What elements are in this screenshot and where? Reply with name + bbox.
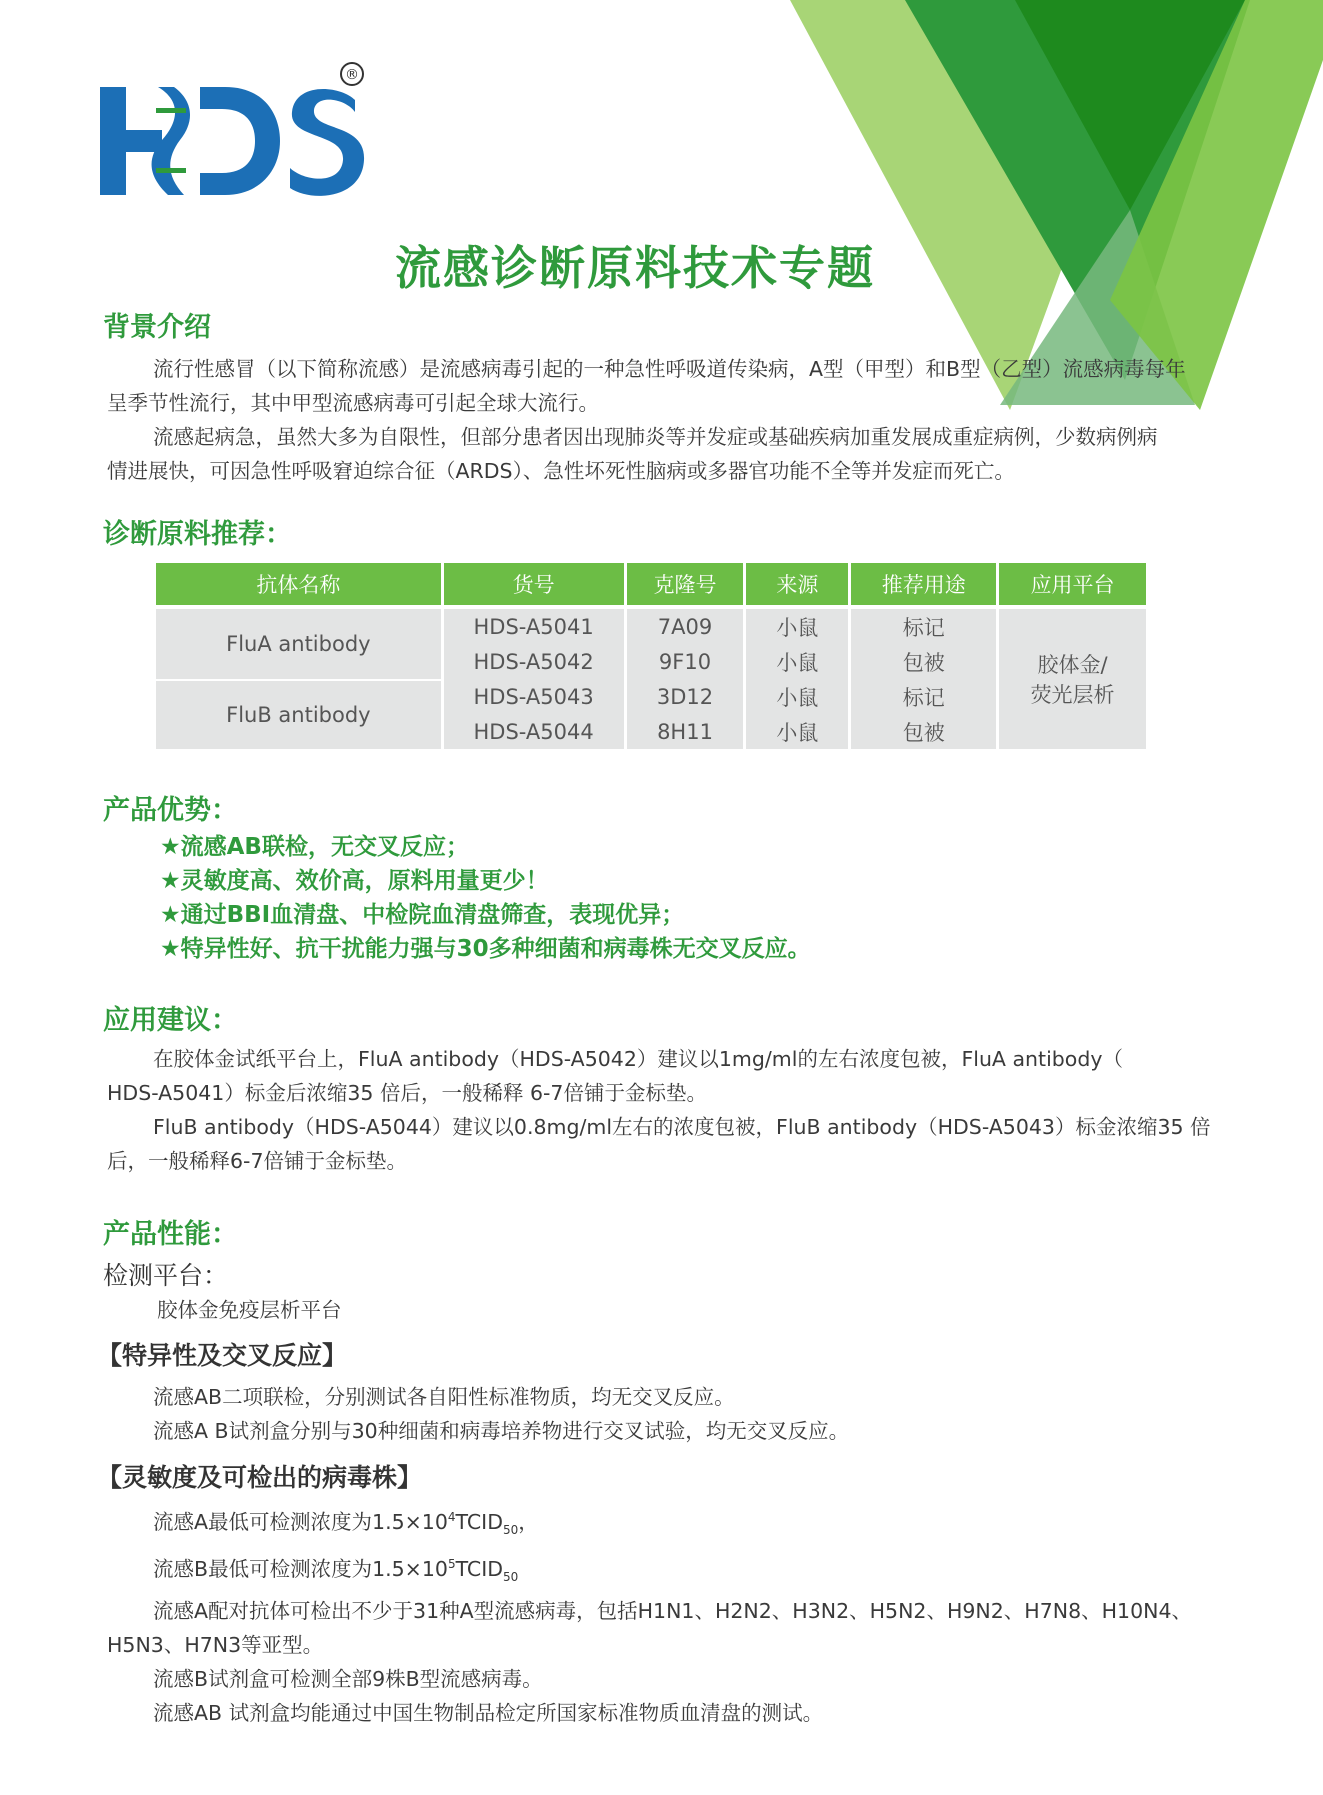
- cell-clone: 3D12: [627, 679, 744, 714]
- advantages-list: [160, 830, 811, 966]
- cell-use: 标记: [851, 609, 996, 644]
- sensitivity-text: [107, 1500, 1217, 1730]
- cell-clone: 9F10: [627, 644, 744, 679]
- specificity-text: [107, 1380, 1217, 1448]
- table-row: [156, 609, 1146, 644]
- page-title: 流感诊断原料技术专题: [395, 241, 875, 295]
- strains-line1: 流感A配对抗体可检出不少于31种A型流感病毒，包括H1N1、H2N2、H3N2、H5N2、H9N2、H7N8、H10N4、: [153, 1598, 1193, 1623]
- strains-ab: 流感AB 试剂盒均能通过中国生物制品检定所国家标准物质血清盘的测试。: [153, 1700, 824, 1725]
- sens-a-sub: 50: [503, 1522, 519, 1537]
- sensitivity-heading: 【灵敏度及可检出的病毒株】: [97, 1463, 423, 1492]
- cell-catalog: HDS-A5044: [444, 714, 624, 749]
- platform-line2: 荧光层析: [1030, 683, 1115, 707]
- platform-line1: 胶体金/: [1037, 653, 1108, 677]
- group-flua: FluA antibody: [156, 609, 441, 679]
- hds-logo: [100, 60, 370, 200]
- cell-catalog: HDS-A5041: [444, 609, 624, 644]
- table-row: [156, 679, 1146, 714]
- cell-source: 小鼠: [746, 714, 848, 749]
- platform-label: 检测平台：: [103, 1261, 229, 1290]
- col-use: 推荐用途: [851, 563, 996, 609]
- sens-a-unit: TCID: [455, 1509, 503, 1534]
- recommend-heading: 诊断原料推荐：: [103, 519, 292, 550]
- col-name: 抗体名称: [156, 563, 441, 609]
- strains-b: 流感B试剂盒可检测全部9株B型流感病毒。: [153, 1666, 543, 1691]
- app-p2-line2: 后，一般稀释6-7倍铺于金标垫。: [107, 1149, 407, 1173]
- sens-a-exp: 4: [447, 1510, 456, 1524]
- cell-use: 包被: [851, 714, 996, 749]
- advantage-item: ★流感AB联检，无交叉反应；: [160, 834, 469, 860]
- strains-line2: H5N3、H7N3等亚型。: [107, 1632, 324, 1657]
- registered-mark: ®: [345, 67, 359, 83]
- bg-para2-line2: 情进展快，可因急性呼吸窘迫综合征（ARDS）、急性坏死性脑病或多器官功能不全等并发症而死亡。: [107, 459, 1015, 483]
- antibody-table: [153, 563, 1149, 749]
- sens-b: [107, 1547, 1217, 1594]
- cell-source: 小鼠: [746, 644, 848, 679]
- col-clone: 克隆号: [627, 563, 744, 609]
- advantage-item: ★通过BBI血清盘、中检院血清盘筛查，表现优异；: [160, 902, 685, 928]
- cell-source: 小鼠: [746, 679, 848, 714]
- sens-b-prefix: 流感B最低可检测浓度为1.5×10: [153, 1556, 448, 1581]
- sens-b-sub: 50: [503, 1569, 519, 1584]
- table-header-row: [156, 563, 1146, 609]
- bg-para1-line1: 流行性感冒（以下简称流感）是流感病毒引起的一种急性呼吸道传染病，A型（甲型）和B型（乙型）流感病毒每年: [153, 357, 1186, 381]
- cell-use: 包被: [851, 644, 996, 679]
- spec-line2: 流感A B试剂盒分别与30种细菌和病毒培养物进行交叉试验，均无交叉反应。: [153, 1419, 850, 1443]
- app-p1-line2: HDS-A5041）标金后浓缩35 倍后，一般稀释 6-7倍铺于金标垫。: [107, 1081, 707, 1105]
- background-heading: 背景介绍: [103, 312, 211, 343]
- sens-a-suffix: ，: [518, 1509, 539, 1534]
- sens-a-prefix: 流感A最低可检测浓度为1.5×10: [153, 1509, 448, 1534]
- col-platform: 应用平台: [999, 563, 1146, 609]
- advantage-item: ★灵敏度高、效价高，原料用量更少！: [160, 868, 549, 894]
- app-p2-line1: FluB antibody（HDS-A5044）建议以0.8mg/ml左右的浓度包被，FluB antibody（HDS-A5043）标金浓缩35 倍: [153, 1115, 1211, 1139]
- cell-catalog: HDS-A5043: [444, 679, 624, 714]
- spec-line1: 流感AB二项联检，分别测试各自阳性标准物质，均无交叉反应。: [153, 1385, 735, 1409]
- cell-catalog: HDS-A5042: [444, 644, 624, 679]
- application-text: [107, 1042, 1217, 1178]
- col-catalog: 货号: [444, 563, 624, 609]
- sens-a: [107, 1500, 1217, 1547]
- bg-para1-line2: 呈季节性流行，其中甲型流感病毒可引起全球大流行。: [107, 391, 599, 415]
- platform-value: 胶体金免疫层析平台: [157, 1298, 342, 1322]
- cell-clone: 8H11: [627, 714, 744, 749]
- cell-platform: [999, 609, 1146, 749]
- application-heading: 应用建议：: [103, 1005, 238, 1036]
- col-source: 来源: [746, 563, 848, 609]
- cell-clone: 7A09: [627, 609, 744, 644]
- app-p1-line1: 在胶体金试纸平台上，FluA antibody（HDS-A5042）建议以1mg/ml的左右浓度包被，FluA antibody（: [153, 1047, 1123, 1071]
- cell-source: 小鼠: [746, 609, 848, 644]
- sens-b-unit: TCID: [455, 1556, 504, 1581]
- sens-b-exp: 5: [447, 1556, 456, 1571]
- specificity-heading: 【特异性及交叉反应】: [97, 1341, 348, 1370]
- background-text: [107, 352, 1217, 488]
- advantages-heading: 产品优势：: [103, 795, 238, 826]
- advantage-item: ★特异性好、抗干扰能力强与30多种细菌和病毒株无交叉反应。: [160, 936, 811, 962]
- performance-heading: 产品性能：: [103, 1219, 238, 1250]
- cell-use: 标记: [851, 679, 996, 714]
- group-flub: FluB antibody: [156, 679, 441, 749]
- bg-para2-line1: 流感起病急，虽然大多为自限性，但部分患者因出现肺炎等并发症或基础疾病加重发展成重症病例，少数病例病: [153, 425, 1158, 449]
